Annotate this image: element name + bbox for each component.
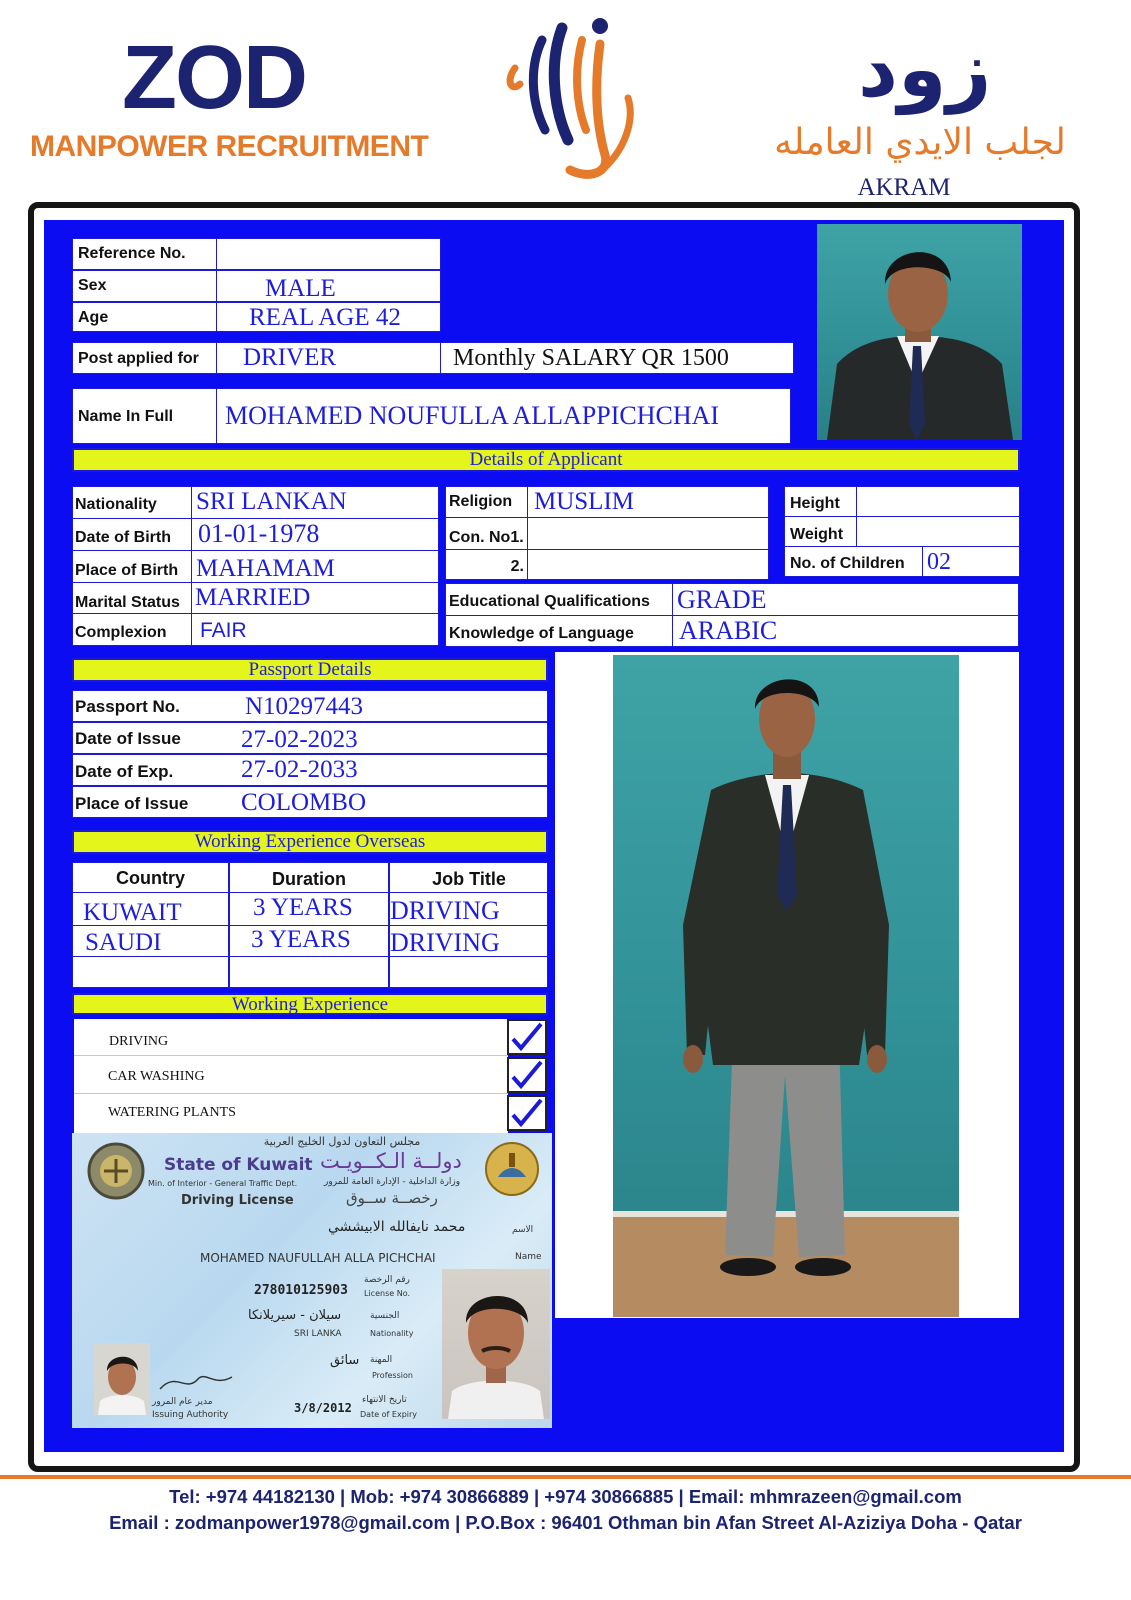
- sex-value: MALE: [265, 275, 336, 302]
- passport-exp-label: Date of Exp.: [75, 762, 174, 781]
- overseas-row-2-duration: 3 YEARS: [251, 926, 351, 953]
- gcc-emblem-icon: [86, 1141, 146, 1201]
- driving-license-card: [72, 1133, 552, 1428]
- license-nationality-ar-label: الجنسية: [370, 1311, 400, 1321]
- license-nationality-ar: سيلان - سيريلانكا: [248, 1308, 342, 1323]
- arabic-subtitle: لجلب الايدي العامله: [774, 122, 1066, 163]
- overseas-header-duration: Duration: [272, 869, 346, 889]
- license-profession-label: Profession: [372, 1371, 413, 1380]
- license-profession-ar: سائق: [330, 1353, 360, 1368]
- overseas-header-job: Job Title: [432, 869, 506, 889]
- height-value-cell: [856, 486, 1020, 517]
- license-expiry-label: Date of Expiry: [360, 1410, 418, 1419]
- age-label-cell: [72, 302, 217, 332]
- age-label: Age: [78, 309, 109, 326]
- license-ministry-ar: وزارة الداخلية - الإدارة العامة للمرور: [324, 1177, 461, 1187]
- children-label-cell: [784, 546, 923, 577]
- post-label: Post applied for: [78, 350, 199, 367]
- name-value-cell: [216, 388, 791, 444]
- license-photo-large: [442, 1269, 550, 1419]
- marital-value-cell: [191, 582, 439, 614]
- reference-label-cell: [72, 238, 217, 270]
- nationality-label: Nationality: [75, 496, 157, 513]
- passport-exp-cell: [72, 754, 548, 786]
- post-value-cell: [216, 342, 441, 374]
- dob-label-cell: [72, 518, 192, 551]
- checkmark-icon: [509, 1059, 545, 1091]
- pob-value: MAHAMAM: [196, 555, 335, 582]
- license-nationality-en: SRI LANKA: [294, 1329, 342, 1339]
- religion-value: MUSLIM: [534, 488, 635, 515]
- experience-item-3: WATERING PLANTS: [108, 1105, 236, 1120]
- passport-header: Passport Details: [72, 658, 548, 682]
- passport-issue-cell: [72, 722, 548, 754]
- license-expiry-ar: تاريخ الانتهاء: [362, 1395, 407, 1405]
- dob-value: 01-01-1978: [198, 519, 320, 548]
- footer-address-line: Email : zodmanpower1978@gmail.com | P.O.Box : 96401 Othman bin Afan Street Al-Aziziya Doha - Qatar: [109, 1512, 1022, 1533]
- con1-label-cell: [445, 517, 528, 550]
- religion-label: Religion: [449, 493, 513, 510]
- passport-no-value: N10297443: [245, 693, 364, 720]
- complexion-value-cell: [191, 613, 439, 646]
- con2-value-cell: [527, 549, 769, 580]
- passport-no-cell: [72, 690, 548, 722]
- post-value: DRIVER: [243, 344, 337, 371]
- con2-label: 2.: [510, 558, 524, 575]
- overseas-table: [72, 862, 548, 988]
- age-value-cell: [216, 302, 441, 332]
- overseas-row-2-country: SAUDI: [85, 929, 162, 956]
- brand-subtitle: MANPOWER RECRUITMENT: [30, 130, 429, 163]
- arabic-brand: زود: [858, 25, 992, 115]
- language-value-cell: [672, 615, 1019, 647]
- pob-label-cell: [72, 550, 192, 583]
- license-name-label: Name: [515, 1252, 542, 1262]
- license-no-ar-label: رقم الرخصة: [364, 1275, 410, 1285]
- education-label-cell: [445, 583, 673, 616]
- zod-logo-icon: [500, 10, 650, 180]
- passport-no-label: Passport No.: [75, 697, 180, 716]
- overseas-row-2-job: DRIVING: [390, 928, 500, 957]
- reference-value-cell: [216, 238, 441, 270]
- passport-issue-value: 27-02-2023: [241, 726, 358, 753]
- sex-value-cell: [216, 270, 441, 302]
- footer-contact-line: Tel: +974 44182130 | Mob: +974 30866889 | +974 30866885 | Email: mhmrazeen@gmail.com: [169, 1486, 962, 1507]
- nationality-label-cell: [72, 486, 192, 519]
- language-label: Knowledge of Language: [449, 625, 634, 642]
- license-name-ar-label: الاسم: [512, 1225, 534, 1235]
- weight-label: Weight: [790, 526, 844, 543]
- children-label: No. of Children: [790, 555, 905, 572]
- religion-label-cell: [445, 486, 528, 518]
- complexion-label-cell: [72, 613, 192, 646]
- passport-exp-value: 27-02-2033: [241, 756, 358, 783]
- salary-cell: [440, 342, 794, 374]
- education-value: GRADE: [677, 585, 767, 614]
- con1-label: Con. No1.: [449, 529, 524, 546]
- marital-value: MARRIED: [195, 584, 311, 611]
- full-body-figure: [613, 655, 959, 1317]
- weight-label-cell: [784, 516, 857, 547]
- weight-value-cell: [856, 516, 1020, 547]
- education-value-cell: [672, 583, 1019, 616]
- pob-value-cell: [191, 550, 439, 583]
- education-label: Educational Qualifications: [449, 593, 650, 610]
- footer-divider: [0, 1475, 1131, 1479]
- passport-place-value: COLOMBO: [241, 789, 367, 816]
- experience-item-2: CAR WASHING: [108, 1069, 205, 1084]
- passport-place-label: Place of Issue: [75, 794, 189, 813]
- children-value-cell: [922, 546, 1020, 577]
- license-expiry: 3/8/2012: [294, 1401, 352, 1415]
- license-nationality-label: Nationality: [370, 1329, 414, 1338]
- pob-label: Place of Birth: [75, 562, 179, 579]
- applicant-full-photo: [613, 655, 959, 1317]
- name-label: Name In Full: [78, 408, 174, 425]
- complexion-label: Complexion: [75, 624, 167, 641]
- license-profession-ar-label: المهنة: [370, 1355, 393, 1365]
- applicant-portrait: [817, 224, 1022, 440]
- license-authority-label: Issuing Authority: [152, 1410, 229, 1420]
- overseas-row-1-country: KUWAIT: [83, 899, 182, 926]
- license-gcc-text: مجلس التعاون لدول الخليج العربية: [263, 1135, 421, 1148]
- passport-issue-label: Date of Issue: [75, 729, 181, 748]
- marital-label: Marital Status: [75, 594, 180, 611]
- license-type-ar: رخصــة ســوق: [346, 1189, 438, 1207]
- name-label-cell: [72, 388, 217, 444]
- post-label-cell: [72, 342, 217, 374]
- name-value: MOHAMED NOUFULLA ALLAPPICHCHAI: [225, 401, 720, 430]
- dob-value-cell: [191, 518, 439, 551]
- children-value: 02: [927, 549, 951, 575]
- dob-label: Date of Birth: [75, 529, 171, 546]
- language-value: ARABIC: [679, 616, 778, 645]
- license-ministry: Min. of Interior - General Traffic Dept.: [148, 1179, 298, 1188]
- experience-check-3[interactable]: [507, 1095, 547, 1131]
- license-number: 278010125903: [254, 1283, 348, 1298]
- license-type-en: Driving License: [181, 1193, 294, 1208]
- license-name-en: MOHAMED NAUFULLAH ALLA PICHCHAI: [200, 1251, 436, 1265]
- religion-value-cell: [527, 486, 769, 518]
- overseas-header-country: Country: [116, 868, 185, 888]
- experience-list: [74, 1019, 508, 1133]
- salary-value: Monthly SALARY QR 1500: [453, 345, 729, 371]
- details-header: Details of Applicant: [72, 448, 1020, 472]
- experience-item-1: DRIVING: [109, 1034, 169, 1049]
- sex-label: Sex: [78, 277, 107, 294]
- sex-label-cell: [72, 270, 217, 302]
- agent-name: AKRAM: [857, 174, 951, 201]
- license-state-ar: دولــة الـكــويـت: [320, 1149, 462, 1173]
- experience-check-1[interactable]: [507, 1019, 547, 1055]
- overseas-header: Working Experience Overseas: [72, 830, 548, 854]
- marital-label-cell: [72, 582, 192, 614]
- con2-label-cell: [445, 549, 528, 580]
- con1-value-cell: [527, 517, 769, 550]
- portrait-figure: [817, 224, 1022, 440]
- license-name-ar: محمد نايفالله الابيششي: [328, 1219, 466, 1235]
- license-photo-small: [94, 1343, 150, 1415]
- language-label-cell: [445, 615, 673, 647]
- checkmark-icon: [509, 1021, 545, 1053]
- license-state-en: State of Kuwait: [164, 1155, 313, 1175]
- height-label-cell: [784, 486, 857, 517]
- license-no-label: License No.: [364, 1289, 410, 1298]
- overseas-row-1-duration: 3 YEARS: [253, 894, 353, 921]
- experience-header: Working Experience: [72, 993, 548, 1015]
- signature-icon: [156, 1367, 236, 1397]
- reference-label: Reference No.: [78, 245, 186, 262]
- checkmark-icon: [509, 1097, 545, 1129]
- license-authority-ar: مدير عام المرور: [152, 1397, 213, 1407]
- kuwait-emblem-icon: [482, 1139, 542, 1199]
- experience-check-2[interactable]: [507, 1057, 547, 1093]
- brand-title: ZOD: [122, 28, 306, 128]
- nationality-value-cell: [191, 486, 439, 519]
- age-value: REAL AGE 42: [249, 304, 401, 331]
- overseas-row-1-job: DRIVING: [390, 896, 500, 925]
- complexion-value: FAIR: [200, 619, 247, 642]
- height-label: Height: [790, 495, 840, 512]
- passport-place-cell: [72, 786, 548, 818]
- nationality-value: SRI LANKAN: [196, 488, 347, 515]
